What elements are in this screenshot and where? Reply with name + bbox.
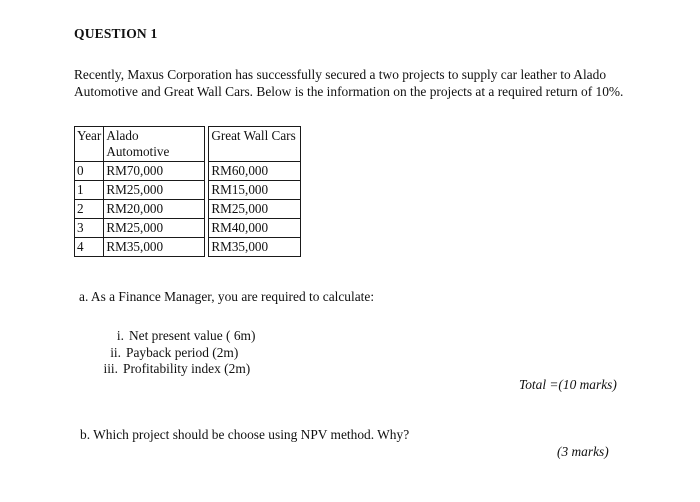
header-great-wall: Great Wall Cars bbox=[209, 127, 301, 162]
item-number: iii. bbox=[103, 361, 118, 376]
part-a-total-marks: Total =(10 marks) bbox=[519, 377, 617, 392]
intro-line-2: Automotive and Great Wall Cars. Below is the information on the projects at a required return of 10%. bbox=[74, 84, 624, 99]
question-heading: QUESTION 1 bbox=[74, 26, 158, 41]
intro-line-1: Recently, Maxus Corporation has successfully secured a two projects to supply car leather to Alado bbox=[74, 67, 607, 82]
cell-great-wall: RM35,000 bbox=[209, 238, 301, 257]
part-b-marks: (3 marks) bbox=[557, 444, 609, 459]
part-a-item-payback bbox=[101, 345, 238, 361]
item-text: Net present value ( 6m) bbox=[129, 328, 256, 343]
table-row bbox=[75, 162, 301, 181]
cell-year: 2 bbox=[75, 200, 104, 219]
header-year: Year bbox=[75, 127, 104, 162]
table-row bbox=[75, 238, 301, 257]
cell-year: 0 bbox=[75, 162, 104, 181]
part-b-prompt: b. Which project should be choose using NPV method. Why? bbox=[80, 427, 410, 442]
item-text: Payback period (2m) bbox=[126, 345, 239, 360]
table-header-row bbox=[75, 127, 301, 162]
cell-great-wall: RM15,000 bbox=[209, 181, 301, 200]
item-number: ii. bbox=[110, 345, 121, 360]
part-a-item-npv bbox=[104, 328, 255, 344]
item-text: Profitability index (2m) bbox=[123, 361, 251, 376]
table-row bbox=[75, 181, 301, 200]
cell-alado: RM35,000 bbox=[104, 238, 205, 257]
cell-great-wall: RM60,000 bbox=[209, 162, 301, 181]
cell-year: 3 bbox=[75, 219, 104, 238]
header-alado-line1: Alado bbox=[106, 128, 139, 143]
cell-great-wall: RM25,000 bbox=[209, 200, 301, 219]
cell-great-wall: RM40,000 bbox=[209, 219, 301, 238]
cell-alado: RM20,000 bbox=[104, 200, 205, 219]
part-a-item-profitability bbox=[98, 361, 250, 377]
cell-alado: RM25,000 bbox=[104, 181, 205, 200]
header-alado bbox=[104, 127, 205, 162]
item-number: i. bbox=[116, 328, 124, 343]
cell-year: 1 bbox=[75, 181, 104, 200]
question-intro bbox=[74, 66, 659, 100]
cell-year: 4 bbox=[75, 238, 104, 257]
table-row bbox=[75, 219, 301, 238]
part-a-prompt: a. As a Finance Manager, you are required to calculate: bbox=[79, 289, 375, 304]
project-cashflow-table bbox=[74, 126, 301, 257]
table-row bbox=[75, 200, 301, 219]
header-alado-line2: Automotive bbox=[106, 144, 170, 159]
cell-alado: RM70,000 bbox=[104, 162, 205, 181]
cell-alado: RM25,000 bbox=[104, 219, 205, 238]
